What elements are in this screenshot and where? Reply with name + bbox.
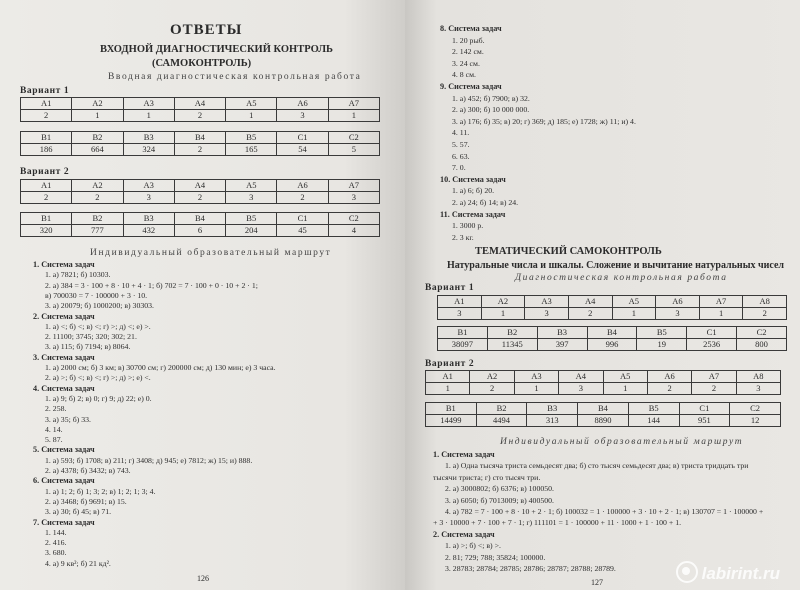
page-number: 126 bbox=[197, 574, 209, 583]
work-title: Вводная диагностическая контрольная работа bbox=[108, 72, 362, 82]
answer-line: 2. а) 4378; б) 3432; в) 743. bbox=[45, 466, 131, 475]
table-value-cell: 2 bbox=[174, 192, 225, 204]
table-header-cell: B1 bbox=[438, 327, 488, 339]
table-header-cell: A7 bbox=[328, 98, 379, 110]
table-value-cell: 19 bbox=[637, 339, 687, 351]
table-value-cell: 313 bbox=[527, 415, 578, 427]
table-header-cell: A2 bbox=[470, 371, 514, 383]
table-header-cell: A4 bbox=[568, 296, 612, 308]
table-value-cell: 2 bbox=[743, 308, 787, 320]
answer-line: 4. а) 782 = 7 · 100 + 8 · 10 + 2 · 1; б) 100032 = 1 · 100000 + 3 · 10 + 2 · 1; в) 130707 = 1 · 100000 + bbox=[445, 507, 764, 516]
table-header-cell: A3 bbox=[123, 98, 174, 110]
table-header-cell: A6 bbox=[647, 371, 691, 383]
table-value-cell: 3 bbox=[226, 192, 277, 204]
table-row bbox=[21, 192, 380, 204]
table-header-cell: A2 bbox=[481, 296, 525, 308]
table-value-cell: 432 bbox=[123, 225, 174, 237]
table-value-cell: 6 bbox=[174, 225, 225, 237]
table-header-cell: B2 bbox=[476, 403, 527, 415]
answer-line: 2. 81; 729; 788; 35824; 100000. bbox=[445, 552, 546, 562]
table-value-cell: 2 bbox=[21, 192, 72, 204]
table-row bbox=[21, 144, 380, 156]
table-value-cell: 186 bbox=[21, 144, 72, 156]
table-row bbox=[426, 403, 781, 415]
table-header-cell: A7 bbox=[692, 371, 736, 383]
answer-line: + 3 · 10000 + 7 · 100 + 7 · 1; г) 111101 = 1 · 100000 + 11 · 1000 + 1 · 100 + 1. bbox=[433, 518, 682, 528]
answer-line: 1. а) 2000 см; б) 3 км; в) 30700 см; г) 200000 см; д) 130 мин; е) 3 часа. bbox=[45, 363, 276, 372]
table-value-cell: 1 bbox=[426, 383, 470, 395]
table-row bbox=[21, 132, 380, 144]
page-number: 127 bbox=[591, 578, 603, 587]
watermark-logo: labirint.ru bbox=[676, 561, 780, 584]
table-row bbox=[21, 213, 380, 225]
table-value-cell: 320 bbox=[21, 225, 72, 237]
answer-table bbox=[425, 402, 781, 427]
answer-line: 1. а) 1; 2; б) 1; 3; 2; в) 1; 2; 1; 3; 4. bbox=[45, 486, 156, 496]
work-title: Диагностическая контрольная работа bbox=[515, 273, 728, 283]
table-header-cell: C1 bbox=[679, 403, 730, 415]
answer-line: 1. 20 рыб. bbox=[452, 35, 485, 45]
table-header-cell: B3 bbox=[537, 327, 587, 339]
table-header-cell: B5 bbox=[226, 213, 277, 225]
answer-table bbox=[20, 97, 380, 122]
table-value-cell: 996 bbox=[587, 339, 637, 351]
table-header-cell: B2 bbox=[72, 213, 123, 225]
table-row bbox=[426, 371, 781, 383]
answer-line: 1. а) 7821; б) 10303. bbox=[45, 270, 111, 280]
table-value-cell: 4494 bbox=[476, 415, 527, 427]
answer-line: 4. 11. bbox=[452, 128, 470, 138]
table-value-cell: 2 bbox=[174, 110, 225, 122]
table-header-cell: B5 bbox=[628, 403, 679, 415]
answer-line: 2. а) 3000802; б) 6376; в) 100050. bbox=[445, 484, 554, 494]
table-row bbox=[21, 110, 380, 122]
answer-line: 3. а) 30; б) 45; в) 71. bbox=[45, 507, 112, 517]
table-header-cell: A1 bbox=[21, 98, 72, 110]
answer-line: тысячи триста; г) сто тысяч три. bbox=[433, 472, 541, 482]
table-header-cell: A2 bbox=[72, 98, 123, 110]
table-value-cell: 11345 bbox=[487, 339, 537, 351]
table-row bbox=[21, 98, 380, 110]
answer-line: 2. а) >; б) <; в) <; г) >; д) >; е) <. bbox=[45, 373, 151, 383]
answer-line: 1. а) 593; б) 1708; в) 211; г) 3408; д) 945; е) 7812; ж) 15; и) 888. bbox=[45, 455, 253, 465]
answer-line: 2. 258. bbox=[45, 404, 67, 414]
table-value-cell: 2536 bbox=[687, 339, 737, 351]
answer-line: 2. 142 см. bbox=[452, 47, 484, 57]
answer-line: 5. 87. bbox=[45, 435, 63, 445]
table-value-cell: 324 bbox=[123, 144, 174, 156]
table-value-cell: 2 bbox=[568, 308, 612, 320]
table-value-cell: 3 bbox=[559, 383, 603, 395]
table-row bbox=[438, 327, 787, 339]
table-header-cell: A5 bbox=[603, 371, 647, 383]
task-group-heading: 3. Система задач bbox=[33, 352, 95, 362]
answer-line: 2. 416. bbox=[45, 538, 67, 548]
answer-line: 3. а) 176; б) 35; в) 20; г) 369; д) 185; е) 1728; ж) 11; и) 4. bbox=[452, 116, 636, 126]
table-header-cell: B4 bbox=[174, 213, 225, 225]
table-row bbox=[438, 339, 787, 351]
table-value-cell: 1 bbox=[123, 110, 174, 122]
table-header-cell: A6 bbox=[277, 98, 328, 110]
task-group-heading: 7. Система задач bbox=[33, 517, 95, 527]
table-row bbox=[21, 225, 380, 237]
table-header-cell: A4 bbox=[174, 180, 225, 192]
table-value-cell: 3 bbox=[277, 110, 328, 122]
answer-line: 4. 14. bbox=[45, 424, 63, 434]
answer-line: 1. 144. bbox=[45, 527, 67, 537]
table-header-cell: C1 bbox=[687, 327, 737, 339]
table-row bbox=[426, 383, 781, 395]
section-subtitle: (САМОКОНТРОЛЬ) bbox=[152, 58, 252, 69]
route-title: Индивидуальный образовательный маршрут bbox=[90, 248, 332, 258]
section-title: ВХОДНОЙ ДИАГНОСТИЧЕСКИЙ КОНТРОЛЬ bbox=[100, 44, 333, 55]
task-group-heading: 8. Система задач bbox=[440, 24, 502, 33]
answer-line: 1. 3000 р. bbox=[452, 221, 484, 231]
table-header-cell: A7 bbox=[699, 296, 743, 308]
table-value-cell: 2 bbox=[72, 192, 123, 204]
table-header-cell: B1 bbox=[21, 213, 72, 225]
table-value-cell: 1 bbox=[328, 110, 379, 122]
table-header-cell: B5 bbox=[226, 132, 277, 144]
answer-line: 2. 11100; 3745; 320; 302; 21. bbox=[45, 332, 137, 342]
variant-label: Вариант 1 bbox=[425, 283, 475, 293]
route-title: Индивидуальный образовательный маршрут bbox=[500, 437, 744, 447]
table-header-cell: C1 bbox=[277, 132, 328, 144]
table-header-cell: A5 bbox=[226, 180, 277, 192]
answer-line: 1. а) >; б) <; в) >. bbox=[445, 541, 501, 551]
answer-line: 2. а) 300; б) 10 000 000. bbox=[452, 105, 530, 115]
answer-line: 1. а) 9; б) 2; в) 0; г) 9; д) 22; е) 0. bbox=[45, 393, 152, 403]
table-header-cell: A8 bbox=[743, 296, 787, 308]
table-header-cell: A4 bbox=[559, 371, 603, 383]
table-header-cell: B3 bbox=[123, 132, 174, 144]
table-value-cell: 14499 bbox=[426, 415, 477, 427]
answer-line: 2. а) 24; б) 14; в) 24. bbox=[452, 198, 519, 207]
variant-label: Вариант 1 bbox=[20, 86, 70, 96]
table-header-cell: C2 bbox=[730, 403, 781, 415]
answer-line: 3. а) 6050; б) 7013009; в) 400500. bbox=[445, 495, 554, 505]
table-header-cell: A3 bbox=[514, 371, 558, 383]
answer-line: 3. 28783; 28784; 28785; 28786; 28787; 28788; 28789. bbox=[445, 564, 616, 573]
table-row bbox=[438, 296, 787, 308]
answer-line: в) 700030 = 7 · 100000 + 3 · 10. bbox=[45, 290, 148, 300]
table-value-cell: 38097 bbox=[438, 339, 488, 351]
answer-line: 2. 3 кг. bbox=[452, 232, 474, 242]
table-value-cell: 1 bbox=[481, 308, 525, 320]
table-value-cell: 2 bbox=[174, 144, 225, 156]
table-row bbox=[426, 415, 781, 427]
answer-line: 7. 0. bbox=[452, 163, 466, 173]
table-value-cell: 397 bbox=[537, 339, 587, 351]
answer-table bbox=[20, 212, 380, 237]
right-page bbox=[405, 0, 800, 590]
table-value-cell: 4 bbox=[328, 225, 379, 237]
task-group-heading: 6. Система задач bbox=[33, 476, 95, 486]
table-value-cell: 8890 bbox=[578, 415, 629, 427]
table-header-cell: B1 bbox=[21, 132, 72, 144]
table-header-cell: B5 bbox=[637, 327, 687, 339]
table-header-cell: B3 bbox=[527, 403, 578, 415]
task-group-heading: 9. Система задач bbox=[440, 82, 502, 91]
answer-table bbox=[20, 179, 380, 204]
table-header-cell: A1 bbox=[21, 180, 72, 192]
table-value-cell: 204 bbox=[226, 225, 277, 237]
table-value-cell: 3 bbox=[736, 383, 780, 395]
table-value-cell: 1 bbox=[612, 308, 656, 320]
table-value-cell: 1 bbox=[226, 110, 277, 122]
table-header-cell: B4 bbox=[174, 132, 225, 144]
table-header-cell: A1 bbox=[426, 371, 470, 383]
answer-line: 3. а) 35; б) 33. bbox=[45, 414, 91, 424]
table-header-cell: A6 bbox=[277, 180, 328, 192]
answer-table bbox=[20, 131, 380, 156]
variant-label: Вариант 2 bbox=[20, 167, 70, 177]
table-value-cell: 3 bbox=[328, 192, 379, 204]
table-value-cell: 45 bbox=[277, 225, 328, 237]
answer-line: 3. 680. bbox=[45, 548, 67, 558]
table-header-cell: A5 bbox=[612, 296, 656, 308]
table-header-cell: A8 bbox=[736, 371, 780, 383]
task-group-heading: 5. Система задач bbox=[33, 445, 95, 455]
variant-label: Вариант 2 bbox=[425, 359, 475, 369]
table-value-cell: 777 bbox=[72, 225, 123, 237]
task-group-heading: 2. Система задач bbox=[433, 529, 495, 539]
table-header-cell: B4 bbox=[578, 403, 629, 415]
task-group-heading: 10. Система задач bbox=[440, 174, 506, 184]
table-value-cell: 2 bbox=[277, 192, 328, 204]
table-value-cell: 2 bbox=[647, 383, 691, 395]
answer-line: 4. а) 9 кв²; б) 21 кд². bbox=[45, 558, 111, 568]
table-header-cell: C2 bbox=[328, 132, 379, 144]
table-value-cell: 2 bbox=[692, 383, 736, 395]
table-header-cell: B2 bbox=[72, 132, 123, 144]
answer-line: 1. а) 6; б) 20. bbox=[452, 186, 495, 196]
table-value-cell: 664 bbox=[72, 144, 123, 156]
section-title: ТЕМАТИЧЕСКИЙ САМОКОНТРОЛЬ bbox=[475, 246, 662, 257]
table-header-cell: B4 bbox=[587, 327, 637, 339]
answer-line: 3. а) 20079; б) 1000200; в) 30303. bbox=[45, 301, 154, 311]
table-value-cell: 12 bbox=[730, 415, 781, 427]
answer-line: 1. а) 452; б) 7900; в) 32. bbox=[452, 93, 530, 103]
table-header-cell: A2 bbox=[72, 180, 123, 192]
table-value-cell: 800 bbox=[737, 339, 787, 351]
table-value-cell: 3 bbox=[438, 308, 482, 320]
table-value-cell: 5 bbox=[328, 144, 379, 156]
answer-line: 3. а) 115; б) 7194; в) 8064. bbox=[45, 342, 131, 352]
table-header-cell: A6 bbox=[656, 296, 700, 308]
answer-line: 2. а) 384 = 3 · 100 + 8 · 10 + 4 · 1; б) 702 = 7 · 100 + 0 · 10 + 2 · 1; bbox=[45, 280, 258, 290]
table-row bbox=[438, 308, 787, 320]
table-header-cell: A3 bbox=[525, 296, 569, 308]
answer-line: 1. а) <; б) <; в) <; г) >; д) <; е) >. bbox=[45, 321, 151, 331]
table-value-cell: 144 bbox=[628, 415, 679, 427]
answer-table bbox=[437, 326, 787, 351]
task-group-heading: 1. Система задач bbox=[33, 260, 95, 269]
answer-line: 4. 8 см. bbox=[452, 70, 476, 80]
table-header-cell: C2 bbox=[737, 327, 787, 339]
table-header-cell: A7 bbox=[328, 180, 379, 192]
table-value-cell: 54 bbox=[277, 144, 328, 156]
table-value-cell: 1 bbox=[72, 110, 123, 122]
table-value-cell: 1 bbox=[603, 383, 647, 395]
answer-line: 6. 63. bbox=[452, 151, 470, 161]
table-row bbox=[21, 180, 380, 192]
task-group-heading: 1. Система задач bbox=[433, 450, 495, 459]
task-group-heading: 2. Система задач bbox=[33, 311, 95, 321]
table-header-cell: A1 bbox=[438, 296, 482, 308]
answer-line: 3. 24 см. bbox=[452, 58, 480, 68]
table-value-cell: 1 bbox=[699, 308, 743, 320]
table-header-cell: C1 bbox=[277, 213, 328, 225]
table-value-cell: 3 bbox=[123, 192, 174, 204]
answer-line: 1. а) Одна тысяча триста семьдесят два; б) сто тысяч семьдесят два; в) триста тридцать три bbox=[445, 461, 749, 471]
task-group-heading: 4. Система задач bbox=[33, 383, 95, 393]
table-header-cell: C2 bbox=[328, 213, 379, 225]
table-value-cell: 1 bbox=[514, 383, 558, 395]
table-header-cell: A5 bbox=[226, 98, 277, 110]
labirint-logo-icon bbox=[676, 561, 698, 583]
section-subtitle: Натуральные числа и шкалы. Сложение и вычитание натуральных чисел bbox=[447, 260, 785, 271]
table-value-cell: 3 bbox=[656, 308, 700, 320]
answer-line: 2. а) 3468; б) 9691; в) 15. bbox=[45, 496, 127, 506]
table-header-cell: A4 bbox=[174, 98, 225, 110]
table-value-cell: 951 bbox=[679, 415, 730, 427]
table-header-cell: B2 bbox=[487, 327, 537, 339]
answer-table bbox=[437, 295, 787, 320]
table-header-cell: B1 bbox=[426, 403, 477, 415]
table-header-cell: A3 bbox=[123, 180, 174, 192]
table-value-cell: 3 bbox=[525, 308, 569, 320]
task-group-heading: 11. Система задач bbox=[440, 209, 506, 219]
answer-table bbox=[425, 370, 781, 395]
table-value-cell: 165 bbox=[226, 144, 277, 156]
answer-line: 5. 57. bbox=[452, 140, 470, 149]
table-value-cell: 2 bbox=[21, 110, 72, 122]
table-value-cell: 2 bbox=[470, 383, 514, 395]
page-title: ОТВЕТЫ bbox=[170, 22, 243, 38]
table-header-cell: B3 bbox=[123, 213, 174, 225]
